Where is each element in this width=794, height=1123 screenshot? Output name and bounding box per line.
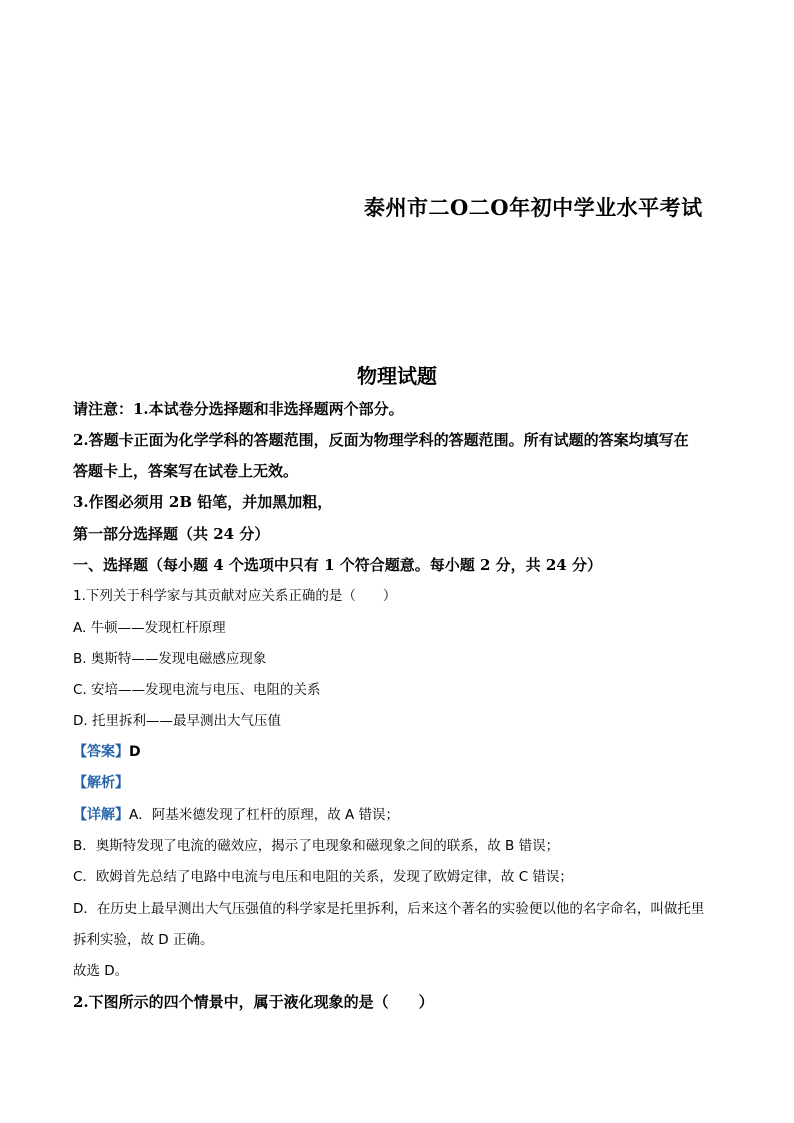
detail-line-6: 故选 D。 <box>73 963 129 979</box>
notice-line-4: 3.作图必须用 2B 铅笔，并加黑加粗， <box>73 493 333 511</box>
question-1-stem: 1.下列关于科学家与其贡献对应关系正确的是（ ） <box>73 588 397 604</box>
exam-title: 泰州市二O二O年初中学业水平考试 <box>364 195 703 220</box>
detail-line-1 <box>73 805 399 825</box>
notice-line-1: 请注意：1.本试卷分选择题和非选择题两个部分。 <box>73 400 404 418</box>
detail-text: A．阿基米德发现了杠杆的原理，故 A 错误； <box>129 807 400 823</box>
detail-line-4: D．在历史上最早测出大气压强值的科学家是托里拆利，后来这个著名的实验便以他的名字命名，叫做托里 <box>73 901 705 917</box>
notice-line-3: 答题卡上，答案写在试卷上无效。 <box>73 462 299 480</box>
section-heading: 一、选择题（每小题 4 个选项中只有 1 个符合题意。每小题 2 分，共 24 分） <box>73 556 602 574</box>
subject-title: 物理试题 <box>357 364 437 388</box>
question-1-option-b: B. 奥斯特——发现电磁感应现象 <box>73 651 267 667</box>
question-2-stem: 2.下图所示的四个情景中，属于液化现象的是（ ） <box>73 993 434 1011</box>
question-1-option-c: C. 安培——发现电流与电压、电阻的关系 <box>73 682 321 698</box>
detail-tag: 【详解】 <box>73 807 129 823</box>
answer-line <box>73 742 141 762</box>
notice-line-2: 2.答题卡正面为化学学科的答题范围，反面为物理学科的答题范围。所有试题的答案均填写在 <box>73 431 689 449</box>
analysis-tag: 【解析】 <box>73 775 129 791</box>
part-one-heading: 第一部分选择题（共 24 分） <box>73 525 270 543</box>
detail-line-3: C．欧姆首先总结了电路中电流与电压和电阻的关系，发现了欧姆定律，故 C 错误； <box>73 869 573 885</box>
answer-tag: 【答案】 <box>73 744 129 760</box>
detail-line-2: B．奥斯特发现了电流的磁效应，揭示了电现象和磁现象之间的联系，故 B 错误； <box>73 838 560 854</box>
answer-value: D <box>129 744 141 760</box>
detail-line-5: 拆利实验，故 D 正确。 <box>73 932 214 948</box>
question-1-option-a: A. 牛顿——发现杠杆原理 <box>73 620 226 636</box>
question-1-option-d: D. 托里拆利——最早测出大气压值 <box>73 713 281 729</box>
